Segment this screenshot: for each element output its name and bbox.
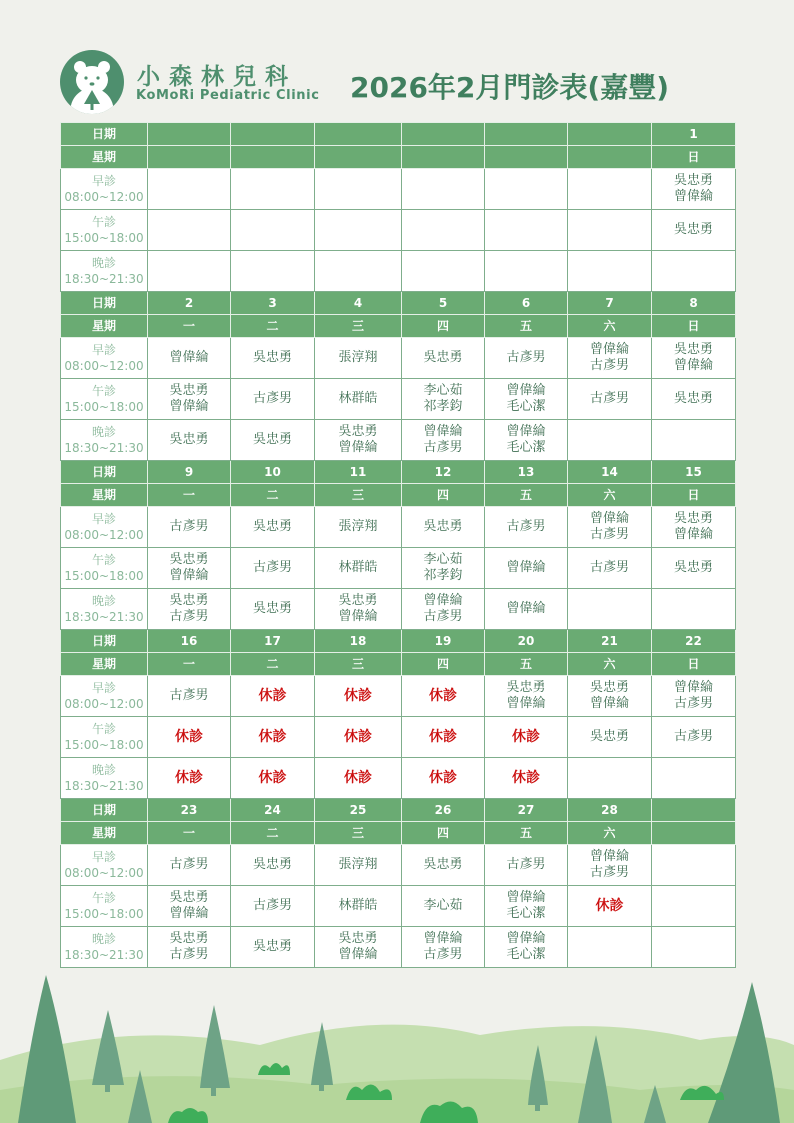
weekday-label: 星期 [61, 484, 148, 507]
date-cell: 15 [652, 461, 736, 484]
session-time-label: 午診 15:00~18:00 [61, 210, 148, 251]
doctor-cell: 吳忠勇 曾偉綸 [652, 338, 736, 379]
weekday-cell: 六 [568, 315, 652, 338]
date-cell: 27 [485, 799, 568, 822]
date-label: 日期 [61, 630, 148, 653]
weekday-cell: 五 [485, 484, 568, 507]
doctor-cell [485, 251, 568, 292]
date-cell [231, 123, 315, 146]
date-row [61, 123, 736, 146]
doctor-cell: 曾偉綸 古彥男 [652, 676, 736, 717]
date-cell: 24 [231, 799, 315, 822]
doctor-cell: 古彥男 [231, 548, 315, 589]
date-cell: 6 [485, 292, 568, 315]
doctor-cell [148, 251, 231, 292]
weekday-cell: 日 [652, 484, 736, 507]
date-cell: 16 [148, 630, 231, 653]
date-cell [148, 123, 231, 146]
date-cell [402, 123, 485, 146]
doctor-cell [652, 758, 736, 799]
doctor-cell: 吳忠勇 [148, 420, 231, 461]
bear-with-tree-icon [60, 50, 124, 114]
brand-name-cn: 小森林兒科 [137, 64, 297, 90]
date-label: 日期 [61, 123, 148, 146]
doctor-cell: 張淳翔 [315, 507, 402, 548]
doctor-cell: 曾偉綸 古彥男 [568, 845, 652, 886]
schedule-table [60, 122, 736, 968]
session-time-label: 早診 08:00~12:00 [61, 507, 148, 548]
session-time-label: 早診 08:00~12:00 [61, 169, 148, 210]
doctor-cell [652, 845, 736, 886]
doctor-cell [568, 169, 652, 210]
weekday-cell: 三 [315, 822, 402, 845]
weekday-cell [231, 146, 315, 169]
date-cell: 14 [568, 461, 652, 484]
closed-cell: 休診 [485, 717, 568, 758]
doctor-cell [148, 210, 231, 251]
weekday-cell: 二 [231, 484, 315, 507]
weekday-cell: 一 [148, 653, 231, 676]
doctor-cell: 古彥男 [485, 507, 568, 548]
date-cell: 18 [315, 630, 402, 653]
weekday-cell: 五 [485, 653, 568, 676]
doctor-cell: 古彥男 [485, 338, 568, 379]
doctor-cell: 林群皓 [315, 548, 402, 589]
doctor-cell: 張淳翔 [315, 338, 402, 379]
closed-cell: 休診 [402, 717, 485, 758]
page-title: 2026年2月門診表(嘉豐) [350, 71, 670, 104]
doctor-cell: 曾偉綸 毛心潔 [485, 379, 568, 420]
doctor-cell: 曾偉綸 古彥男 [402, 420, 485, 461]
date-cell [315, 123, 402, 146]
doctor-cell [315, 210, 402, 251]
weekday-row [61, 653, 736, 676]
session-row [61, 548, 736, 589]
closed-cell: 休診 [568, 886, 652, 927]
session-time-label: 晚診 18:30~21:30 [61, 927, 148, 968]
doctor-cell: 吳忠勇 曾偉綸 [148, 886, 231, 927]
doctor-cell: 古彥男 [652, 717, 736, 758]
doctor-cell: 吳忠勇 曾偉綸 [148, 548, 231, 589]
date-label: 日期 [61, 292, 148, 315]
session-time-label: 午診 15:00~18:00 [61, 548, 148, 589]
weekday-cell [315, 146, 402, 169]
session-time-label: 早診 08:00~12:00 [61, 676, 148, 717]
doctor-cell: 吳忠勇 曾偉綸 [568, 676, 652, 717]
session-row [61, 210, 736, 251]
date-cell: 12 [402, 461, 485, 484]
weekday-cell: 一 [148, 822, 231, 845]
doctor-cell [568, 420, 652, 461]
session-row [61, 758, 736, 799]
doctor-cell: 吳忠勇 [231, 845, 315, 886]
doctor-cell [402, 251, 485, 292]
doctor-cell [652, 589, 736, 630]
session-time-label: 晚診 18:30~21:30 [61, 589, 148, 630]
session-time-label: 晚診 18:30~21:30 [61, 758, 148, 799]
date-cell: 23 [148, 799, 231, 822]
closed-cell: 休診 [148, 758, 231, 799]
weekday-cell: 三 [315, 653, 402, 676]
weekday-cell: 一 [148, 484, 231, 507]
weekday-cell [652, 822, 736, 845]
doctor-cell: 古彥男 [568, 379, 652, 420]
doctor-cell: 曾偉綸 古彥男 [402, 589, 485, 630]
doctor-cell [652, 251, 736, 292]
closed-cell: 休診 [231, 717, 315, 758]
doctor-cell: 李心茹 祁孝鈞 [402, 548, 485, 589]
doctor-cell [402, 210, 485, 251]
date-cell: 8 [652, 292, 736, 315]
date-cell: 28 [568, 799, 652, 822]
date-cell [568, 123, 652, 146]
closed-cell: 休診 [402, 676, 485, 717]
closed-cell: 休診 [148, 717, 231, 758]
session-row [61, 507, 736, 548]
session-row [61, 420, 736, 461]
date-cell: 25 [315, 799, 402, 822]
doctor-cell [568, 589, 652, 630]
session-time-label: 早診 08:00~12:00 [61, 845, 148, 886]
date-cell: 22 [652, 630, 736, 653]
date-cell: 26 [402, 799, 485, 822]
doctor-cell: 古彥男 [148, 507, 231, 548]
session-time-label: 午診 15:00~18:00 [61, 379, 148, 420]
forest-scenery [0, 960, 794, 1123]
doctor-cell: 古彥男 [231, 379, 315, 420]
doctor-cell [568, 210, 652, 251]
weekday-cell: 二 [231, 822, 315, 845]
doctor-cell: 曾偉綸 毛心潔 [485, 886, 568, 927]
weekday-cell: 六 [568, 484, 652, 507]
doctor-cell: 吳忠勇 [402, 845, 485, 886]
doctor-cell: 吳忠勇 曾偉綸 [652, 507, 736, 548]
doctor-cell [652, 420, 736, 461]
session-row [61, 169, 736, 210]
date-cell: 9 [148, 461, 231, 484]
doctor-cell: 古彥男 [148, 845, 231, 886]
doctor-cell [231, 210, 315, 251]
date-label: 日期 [61, 799, 148, 822]
weekday-cell: 日 [652, 653, 736, 676]
closed-cell: 休診 [315, 676, 402, 717]
weekday-row [61, 146, 736, 169]
doctor-cell: 曾偉綸 [485, 548, 568, 589]
closed-cell: 休診 [231, 676, 315, 717]
doctor-cell: 吳忠勇 曾偉綸 [315, 927, 402, 968]
header [0, 0, 794, 120]
doctor-cell: 吳忠勇 [231, 589, 315, 630]
weekday-row [61, 822, 736, 845]
date-cell: 11 [315, 461, 402, 484]
session-row [61, 338, 736, 379]
date-cell: 2 [148, 292, 231, 315]
doctor-cell: 吳忠勇 古彥男 [148, 589, 231, 630]
weekday-cell: 六 [568, 822, 652, 845]
date-row [61, 292, 736, 315]
clinic-logo [60, 50, 124, 114]
session-time-label: 午診 15:00~18:00 [61, 717, 148, 758]
weekday-cell: 四 [402, 653, 485, 676]
doctor-cell: 吳忠勇 古彥男 [148, 927, 231, 968]
weekday-cell [148, 146, 231, 169]
closed-cell: 休診 [315, 717, 402, 758]
doctor-cell [485, 210, 568, 251]
date-cell: 4 [315, 292, 402, 315]
weekday-cell [402, 146, 485, 169]
doctor-cell: 吳忠勇 [231, 927, 315, 968]
weekday-cell: 三 [315, 315, 402, 338]
session-row [61, 251, 736, 292]
doctor-cell: 吳忠勇 [568, 717, 652, 758]
doctor-cell [402, 169, 485, 210]
date-cell: 21 [568, 630, 652, 653]
date-cell: 19 [402, 630, 485, 653]
doctor-cell [568, 758, 652, 799]
doctor-cell: 李心茹 祁孝鈞 [402, 379, 485, 420]
weekday-label: 星期 [61, 146, 148, 169]
doctor-cell: 吳忠勇 [231, 507, 315, 548]
date-cell: 17 [231, 630, 315, 653]
doctor-cell [231, 169, 315, 210]
weekday-cell: 四 [402, 822, 485, 845]
doctor-cell: 張淳翔 [315, 845, 402, 886]
doctor-cell: 古彥男 [148, 676, 231, 717]
date-label: 日期 [61, 461, 148, 484]
date-row [61, 461, 736, 484]
date-cell: 1 [652, 123, 736, 146]
weekday-cell: 二 [231, 653, 315, 676]
doctor-cell [315, 251, 402, 292]
doctor-cell: 曾偉綸 古彥男 [568, 507, 652, 548]
weekday-row [61, 484, 736, 507]
doctor-cell: 吳忠勇 曾偉綸 [485, 676, 568, 717]
doctor-cell: 吳忠勇 [402, 507, 485, 548]
session-row [61, 379, 736, 420]
doctor-cell: 曾偉綸 古彥男 [402, 927, 485, 968]
session-row [61, 845, 736, 886]
date-cell: 20 [485, 630, 568, 653]
weekday-cell: 五 [485, 822, 568, 845]
weekday-cell: 三 [315, 484, 402, 507]
closed-cell: 休診 [315, 758, 402, 799]
weekday-cell: 日 [652, 315, 736, 338]
date-row [61, 630, 736, 653]
doctor-cell: 吳忠勇 [231, 338, 315, 379]
closed-cell: 休診 [485, 758, 568, 799]
doctor-cell [231, 251, 315, 292]
session-row [61, 589, 736, 630]
session-row [61, 886, 736, 927]
doctor-cell: 曾偉綸 古彥男 [568, 338, 652, 379]
doctor-cell: 吳忠勇 [652, 548, 736, 589]
doctor-cell: 古彥男 [231, 886, 315, 927]
doctor-cell: 吳忠勇 曾偉綸 [315, 420, 402, 461]
date-row [61, 799, 736, 822]
doctor-cell: 林群皓 [315, 886, 402, 927]
doctor-cell: 林群皓 [315, 379, 402, 420]
session-time-label: 午診 15:00~18:00 [61, 886, 148, 927]
doctor-cell: 曾偉綸 [148, 338, 231, 379]
closed-cell: 休診 [402, 758, 485, 799]
session-time-label: 晚診 18:30~21:30 [61, 251, 148, 292]
doctor-cell: 曾偉綸 毛心潔 [485, 420, 568, 461]
doctor-cell: 吳忠勇 曾偉綸 [315, 589, 402, 630]
doctor-cell: 李心茹 [402, 886, 485, 927]
weekday-cell: 六 [568, 653, 652, 676]
session-row [61, 717, 736, 758]
weekday-cell: 二 [231, 315, 315, 338]
doctor-cell: 吳忠勇 [402, 338, 485, 379]
session-time-label: 早診 08:00~12:00 [61, 338, 148, 379]
weekday-label: 星期 [61, 822, 148, 845]
doctor-cell: 吳忠勇 [231, 420, 315, 461]
doctor-cell: 古彥男 [485, 845, 568, 886]
weekday-cell: 一 [148, 315, 231, 338]
weekday-cell [485, 146, 568, 169]
closed-cell: 休診 [231, 758, 315, 799]
doctor-cell: 曾偉綸 毛心潔 [485, 927, 568, 968]
doctor-cell: 吳忠勇 [652, 379, 736, 420]
date-cell [485, 123, 568, 146]
doctor-cell [652, 886, 736, 927]
doctor-cell [485, 169, 568, 210]
weekday-label: 星期 [61, 315, 148, 338]
doctor-cell: 吳忠勇 [652, 210, 736, 251]
doctor-cell: 古彥男 [568, 548, 652, 589]
date-cell [652, 799, 736, 822]
session-time-label: 晚診 18:30~21:30 [61, 420, 148, 461]
weekday-cell: 四 [402, 315, 485, 338]
date-cell: 7 [568, 292, 652, 315]
date-cell: 13 [485, 461, 568, 484]
weekday-cell [568, 146, 652, 169]
doctor-cell: 吳忠勇 曾偉綸 [148, 379, 231, 420]
doctor-cell [148, 169, 231, 210]
doctor-cell: 曾偉綸 [485, 589, 568, 630]
weekday-cell: 四 [402, 484, 485, 507]
date-cell: 5 [402, 292, 485, 315]
doctor-cell [315, 169, 402, 210]
date-cell: 10 [231, 461, 315, 484]
weekday-row [61, 315, 736, 338]
date-cell: 3 [231, 292, 315, 315]
brand-name-en: KoMoRi Pediatric Clinic [136, 88, 320, 103]
doctor-cell: 吳忠勇 曾偉綸 [652, 169, 736, 210]
session-row [61, 676, 736, 717]
weekday-cell: 日 [652, 146, 736, 169]
weekday-label: 星期 [61, 653, 148, 676]
doctor-cell [568, 251, 652, 292]
weekday-cell: 五 [485, 315, 568, 338]
